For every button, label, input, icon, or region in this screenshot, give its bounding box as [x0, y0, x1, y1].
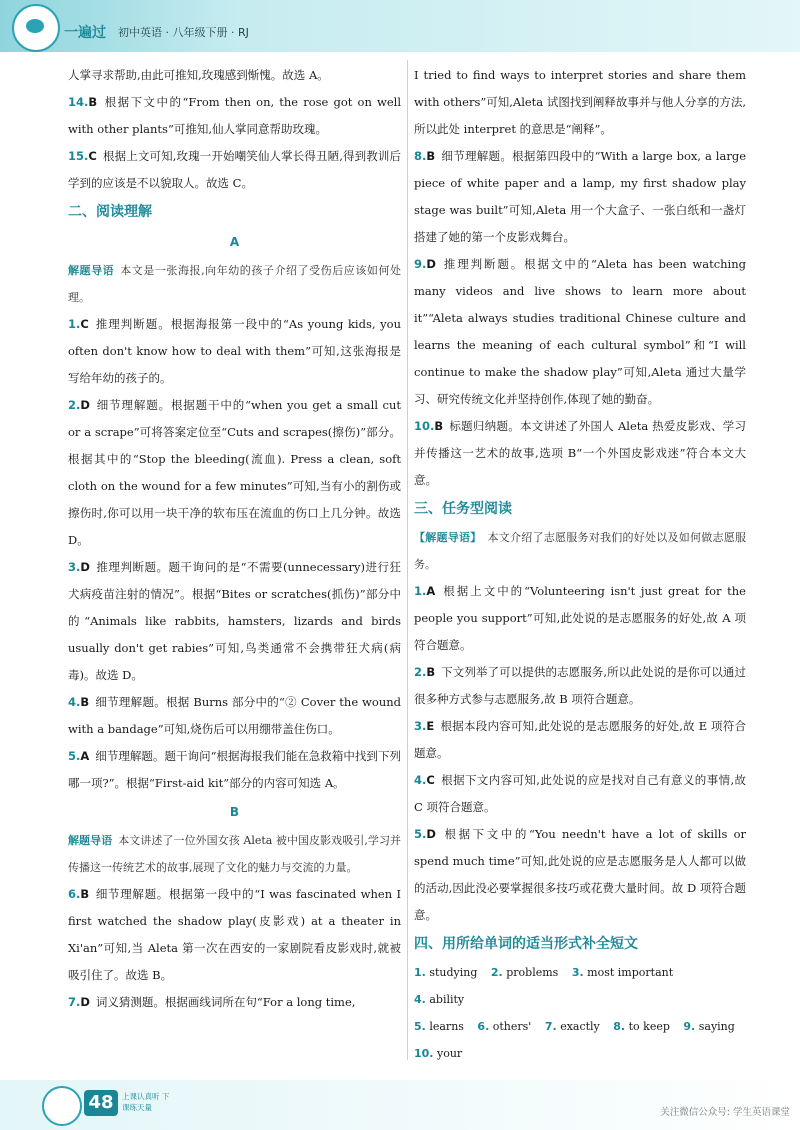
answer-15: 15.C 根据上文可知,玫瑰一开始嘲笑仙人掌长得丑陋,得到教训后学到的应该是不以貌取人。故选 C。 — [68, 149, 401, 190]
blank-item: 10. your — [414, 1047, 463, 1060]
answer-b6: 6.B 细节理解题。根据第一段中的“I was fascinated when I first watched the shadow play(皮影戏) at a theater in Xi'an”可知,当 Aleta 第一次在西安的一家剧院看皮影戏时,就被吸引住了。故选 B。 — [68, 887, 401, 982]
book-info: 初中英语 · 八年级下册 · RJ — [118, 26, 249, 39]
brand-name: 一遍过 — [64, 25, 106, 41]
guide-task: 【解题导语】 本文介绍了志愿服务对我们的好处以及如何做志愿服务。 — [414, 531, 746, 571]
left-column — [68, 62, 401, 1016]
task-answer-2: 2.B 下文列举了可以提供的志愿服务,所以此处说的是你可以通过很多种方式参与志愿服务,故 B 项符合题意。 — [414, 665, 746, 706]
blank-item: 9. saying — [683, 1020, 735, 1033]
blank-item: 1. studying — [414, 966, 478, 979]
right-column — [414, 62, 746, 1067]
answer-b9: 9.D 推理判断题。根据文中的“Aleta has been watching many videos and live shows to learn more about it”“Aleta always studies traditional Chinese culture and learns the meaning of each cultural symbol”和“I will continue to make the shadow play”可知,Aleta 通过大量学习、研究传统文化并坚持创作,体现了她的勤奋。 — [414, 257, 746, 406]
section-heading-fill: 四、用所给单词的适当形式补全短文 — [414, 936, 638, 952]
watermark-text: 关注微信公众号: 学生英语课堂 — [660, 1107, 790, 1118]
answer-b7: 7.D 词义猜测题。根据画线词所在句“For a long time, — [68, 995, 356, 1009]
blank-item: 5. learns — [414, 1020, 464, 1033]
task-answer-5: 5.D 根据下文中的“You needn't have a lot of skills or spend much time”可知,此处说的应是志愿服务是人人都可以做的活动,因此没必要掌握很多技巧或花费大量时间。故 D 项符合题意。 — [414, 827, 746, 922]
answer-b8: 8.B 细节理解题。根据第四段中的“With a large box, a large piece of white paper and a lamp, my first shadow play stage was built”可知,Aleta 用一个大盒子、一张白纸和一盏灯搭建了她的第一个皮影戏舞台。 — [414, 149, 746, 244]
answer-14: 14.B 根据下文中的“From then on, the rose got on well with other plants”可推知,仙人掌同意帮助玫瑰。 — [68, 95, 401, 136]
guide-a: 解题导语 本文是一张海报,向年幼的孩子介绍了受伤后应该如何处理。 — [68, 264, 401, 304]
answer-a3: 3.D 推理判断题。题干询问的是“不需要(unnecessary)进行狂犬病疫苗注射的情况”。根据“Bites or scratches(抓伤)”部分中的“Animals like rabbits, hamsters, lizards and birds usually don't get rabies”可知,鸟类通常不会携带狂犬病(病毒)。故选 D。 — [68, 560, 401, 682]
answer-a5: 5.A 细节理解题。题干询问“根据海报我们能在急救箱中找到下列哪一项?”。根据“First-aid kit”部分的内容可知选 A。 — [68, 749, 401, 790]
answer-a1: 1.C 推理判断题。根据海报第一段中的“As young kids, you often don't know how to deal with them”可知,这张海报是写给年幼的孩子的。 — [68, 317, 401, 385]
mascot-logo-icon — [12, 4, 60, 52]
answer-a2: 2.D 细节理解题。根据题干中的“when you get a small cut or a scrape”可将答案定位至“Cuts and scrapes(擦伤)”部分。根据其中的“Stop the bleeding(流血). Press a clean, soft cloth on the wound for a few minutes”可知,当有小的割伤或擦伤时,你可以用一块干净的软布压在流血的伤口上几分钟。故选 D。 — [68, 398, 401, 547]
blank-item: 6. others' — [477, 1020, 532, 1033]
blank-item: 3. most important — [571, 966, 674, 979]
part-a-heading: A — [229, 235, 240, 249]
fill-blank-answers — [414, 959, 746, 1067]
task-answer-4: 4.C 根据下文内容可知,此处说的应是找对自己有意义的事情,故 C 项符合题意。 — [414, 773, 746, 814]
blank-item: 2. problems — [490, 966, 559, 979]
footer-slogan: 上课认真听 下课练天量 — [122, 1092, 170, 1112]
blank-item: 4. ability — [414, 993, 465, 1006]
answer-a4: 4.B 细节理解题。根据 Burns 部分中的“② Cover the wound with a bandage”可知,烧伤后可以用绷带盖住伤口。 — [68, 695, 401, 736]
column-divider — [407, 60, 408, 1060]
task-answer-3: 3.E 根据本段内容可知,此处说的是志愿服务的好处,故 E 项符合题意。 — [414, 719, 746, 760]
answer-b10: 10.B 标题归纳题。本文讲述了外国人 Aleta 热爱皮影戏、学习并传播这一艺术的故事,选项 B“一个外国皮影戏迷”符合本文大意。 — [414, 419, 746, 487]
part-b-heading: B — [229, 805, 240, 819]
page-number: 48 — [84, 1090, 118, 1116]
task-answer-1: 1.A 根据上文中的“Volunteering isn't just great for the people you support”可知,此处说的是志愿服务的好处,故 A 项符合题意。 — [414, 584, 746, 652]
footer-mascot-icon — [42, 1086, 82, 1126]
section-heading-reading: 二、阅读理解 — [68, 204, 152, 220]
blank-item: 8. to keep — [613, 1020, 670, 1033]
page-header — [0, 0, 800, 52]
section-heading-task: 三、任务型阅读 — [414, 501, 512, 517]
continued-text: 人掌寻求帮助,由此可推知,玫瑰感到惭愧。故选 A。 — [68, 68, 329, 82]
blank-item: 7. exactly — [544, 1020, 600, 1033]
continued-text-right: I tried to find ways to interpret stories and share them with others”可知,Aleta 试图找到阐释故事并与他人分享的方法,所以此处 interpret 的意思是“阐释”。 — [414, 68, 746, 136]
guide-b: 解题导语 本文讲述了一位外国女孩 Aleta 被中国皮影戏吸引,学习并传播这一传统艺术的故事,展现了文化的魅力与交流的力量。 — [68, 834, 401, 874]
